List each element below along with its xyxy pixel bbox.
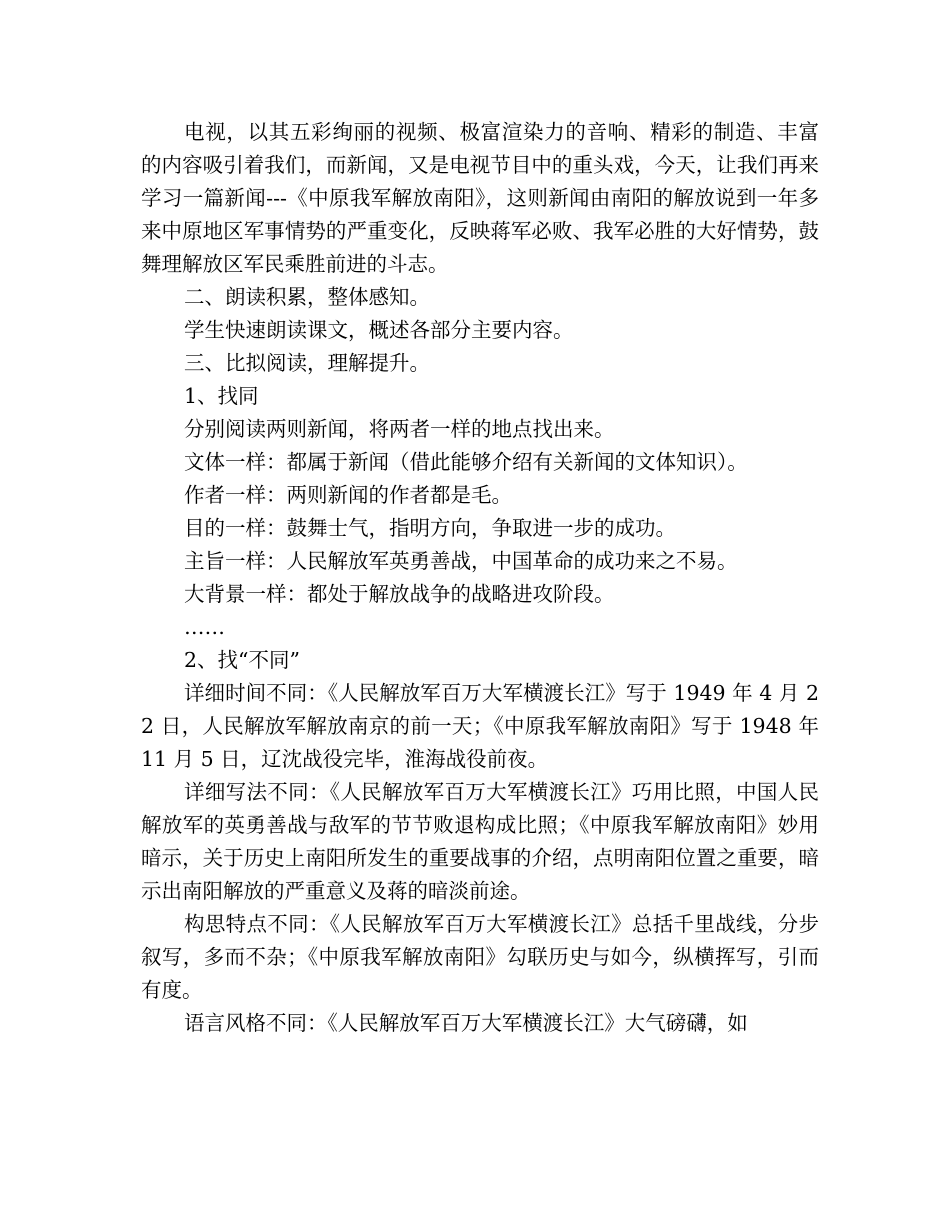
paragraph-same-author: 作者一样：两则新闻的作者都是毛。 bbox=[184, 483, 512, 507]
paragraph-same-theme: 主旨一样：人民解放军英勇善战，中国革命的成功来之不易。 bbox=[184, 549, 738, 573]
paragraph-different-method: 详细写法不同：《人民解放军百万大军横渡长江》巧用比照，中国人民解放军的英勇善战与敌军的节节败退构成比照；《中原我军解放南阳》妙用暗示，关于历史上南阳所发生的重要战事的介绍，点明南阳位置之重要，暗示出南阳解放的严重意义及蒋的暗淡前途。 bbox=[141, 780, 819, 903]
paragraph-different-structure: 构思特点不同：《人民解放军百万大军横渡长江》总括千里战线，分步叙写，多而不杂；《中原我军解放南阳》勾联历史与如今，纵横挥写，引而有度。 bbox=[141, 912, 819, 1002]
paragraph-find-same-task: 分别阅读两则新闻，将两者一样的地点找出来。 bbox=[184, 417, 615, 441]
paragraph-same-purpose: 目的一样：鼓舞士气，指明方向，争取进一步的成功。 bbox=[184, 516, 676, 540]
paragraph-same-background: 大背景一样：都处于解放战争的战略进攻阶段。 bbox=[184, 582, 615, 606]
subheading-find-different: 2、找“不同” bbox=[184, 648, 301, 672]
subheading-find-same: 1、找同 bbox=[184, 384, 259, 408]
paragraph-different-time: 详细时间不同：《人民解放军百万大军横渡长江》写于 1949 年 4 月 22 日，人民解放军解放南京的前一天；《中原我军解放南阳》写于 1948 年 11 月 5 日，辽沈战役完毕，淮海战役前夜。 bbox=[141, 681, 819, 771]
paragraph-intro: 电视，以其五彩绚丽的视频、极富渲染力的音响、精彩的制造、丰富的内容吸引着我们，而新闻，又是电视节目中的重头戏，今天，让我们再来学习一篇新闻---《中原我军解放南阳》，这则新闻由南阳的解放说到一年多来中原地区军事情势的严重变化，反映蒋军必败、我军必胜的大好情势，鼓舞理解放区军民乘胜前进的斗志。 bbox=[141, 120, 819, 276]
paragraph-different-style: 语言风格不同：《人民解放军百万大军横渡长江》大气磅礴，如 bbox=[184, 1011, 748, 1035]
section-heading-comparison: 三、比拟阅读，理解提升。 bbox=[184, 351, 430, 375]
paragraph-reading-task: 学生快速朗读课文，概述各部分主要内容。 bbox=[184, 318, 574, 342]
ellipsis: …… bbox=[184, 615, 225, 639]
paragraph-same-genre: 文体一样：都属于新闻（借此能够介绍有关新闻的文体知识）。 bbox=[184, 450, 748, 474]
section-heading-reading: 二、朗读积累，整体感知。 bbox=[184, 285, 430, 309]
document-body bbox=[141, 116, 819, 1040]
